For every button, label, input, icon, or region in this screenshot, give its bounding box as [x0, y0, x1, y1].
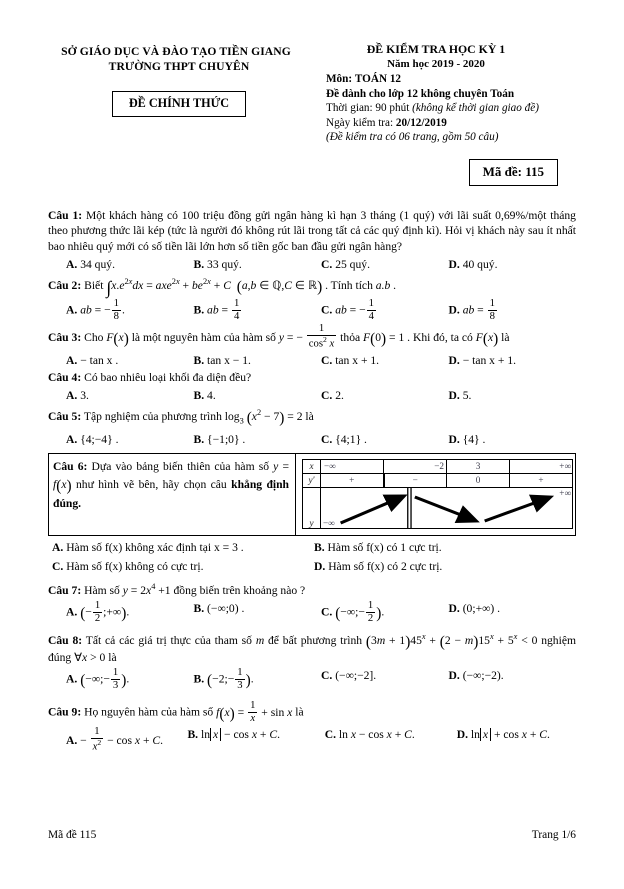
question-8-text-a: Tất cả các giá trị thực của tham số m để bất phương trình: [85, 633, 363, 647]
subject-label: Môn:: [326, 73, 353, 85]
option-8-D[interactable]: D. (−∞;−2).: [448, 669, 504, 683]
y-limit-left: −∞: [323, 517, 335, 528]
audience-line: Đề dành cho lớp 12 không chuyên Toán: [326, 87, 515, 100]
question-6-label: Câu 6:: [53, 459, 88, 473]
variation-row-y: [303, 487, 573, 528]
yprime-sign-3: +: [510, 473, 573, 487]
option-3-A[interactable]: A. − tan x .: [66, 353, 119, 367]
question-6-block: [48, 453, 576, 536]
variation-arrows-cell: [321, 487, 573, 528]
question-3-label: Câu 3:: [48, 331, 82, 345]
question-9-label: Câu 9:: [48, 705, 82, 719]
question-7: [48, 579, 576, 598]
variation-row-x: [303, 459, 573, 473]
questions-body: [38, 208, 586, 753]
question-5-options: [48, 431, 576, 448]
option-5-D[interactable]: D. {4} .: [448, 432, 486, 446]
variation-row-yprime: [303, 473, 573, 487]
option-7-A[interactable]: A. (− $\frac{1}{2}$ ;+∞).: [66, 598, 130, 624]
question-5-label: Câu 5:: [48, 410, 82, 423]
question-2: [48, 274, 576, 296]
option-6-C[interactable]: C. Hàm số f(x) không có cực trị.: [52, 559, 204, 573]
department-name: SỞ GIÁO DỤC VÀ ĐÀO TẠO TIỀN GIANG: [61, 45, 291, 58]
question-2-prefix: Biết: [84, 279, 104, 293]
question-6-text-d: khẳng định đúng.: [53, 477, 290, 511]
footer-page-number: Trang 1/6: [531, 829, 576, 841]
option-9-C[interactable]: C. ln x − cos x + C.: [324, 728, 415, 742]
duration-note: (không kể thời gian giao đề): [412, 102, 539, 115]
yprime-sign-1: +: [321, 473, 384, 487]
option-5-B[interactable]: B. {−1;0} .: [193, 432, 246, 446]
question-2-options: [48, 298, 576, 322]
option-2-C[interactable]: C. ab = − $\frac{1}{4}$: [321, 297, 374, 322]
question-2-label: Câu 2:: [48, 279, 82, 293]
x-value-neg-inf: −∞: [321, 459, 384, 473]
page-header: [38, 42, 586, 186]
header-right-block: [320, 42, 586, 186]
school-name: TRƯỜNG THPT CHUYÊN: [108, 60, 250, 73]
x-value-pos-inf: +∞: [510, 459, 573, 473]
option-6-D[interactable]: D. Hàm số f(x) có 2 cực trị.: [314, 559, 443, 573]
option-3-C[interactable]: C. tan x + 1.: [321, 353, 380, 367]
question-6-text-cell: [49, 454, 296, 535]
date-value: 20/12/2019: [395, 116, 447, 129]
question-8-label: Câu 8:: [48, 633, 83, 647]
exam-code-wrap: [326, 159, 586, 186]
question-5-text-a: Tập nghiệm của phương trình: [83, 410, 222, 423]
question-3-formula: y = − $\frac{1}{\cos^2 x}$: [278, 322, 335, 350]
yprime-sign-2: −: [384, 473, 447, 487]
question-1-text: Một khách hàng có 100 triệu đồng gửi ngân hàng kì hạn 3 tháng (1 quý) với lãi suất 0,69%/một tháng theo phương thức lãi kép (tức là người đó không rút lãi trong tất cả các quý định kì). Hỏi vị khách này sau ít nhất bao nhiêu quý mới có số tiền lãi lớn hơn số tiền gốc ban đầu gửi ngân hàng?: [48, 208, 576, 253]
option-9-A[interactable]: A. − $\frac{1}{x^2}$ − cos x + C.: [66, 725, 164, 753]
x-value-neg2: −2: [384, 459, 447, 473]
footer-exam-code: Mã đề 115: [48, 829, 97, 841]
question-7-text: Hàm số $y = 2x^4 +1$ đồng biến trên khoảng nào ?: [84, 581, 306, 597]
question-3-options: [48, 352, 576, 369]
question-7-label: Câu 7:: [48, 583, 82, 597]
question-4: [48, 370, 576, 385]
page-footer: [48, 829, 576, 841]
exam-code-box: Mã đề: 115: [469, 159, 558, 186]
duration-label: Thời gian:: [326, 102, 373, 115]
question-8-formula: $(3m + 1)45^x + (2 - m)15^x + 5^x < 0$: [365, 632, 538, 651]
option-6-A[interactable]: A. Hàm số f(x) không xác định tại x = 3 .: [52, 540, 244, 554]
official-exam-badge: ĐỀ CHÍNH THỨC: [112, 91, 246, 117]
date-line: [326, 116, 586, 131]
school-year: Năm học 2019 - 2020: [387, 58, 485, 70]
question-4-options: [48, 387, 576, 404]
option-5-A[interactable]: A. {4;−4} .: [66, 432, 119, 446]
question-9-text-b: là: [295, 705, 304, 719]
option-4-C[interactable]: C. 2.: [321, 389, 344, 403]
option-7-D[interactable]: D. (0;+∞) .: [448, 601, 501, 615]
option-6-B[interactable]: B. Hàm số f(x) có 1 cực trị.: [314, 540, 442, 554]
option-1-A[interactable]: A. 34 quý.: [66, 258, 115, 272]
question-4-label: Câu 4:: [48, 370, 82, 384]
header-left-block: [38, 42, 320, 117]
option-8-C[interactable]: C. (−∞;−2].: [321, 669, 377, 683]
question-8: [48, 629, 576, 665]
option-8-B[interactable]: B. (−2;− $\frac{1}{3}$ ).: [193, 666, 254, 691]
variation-arrows-icon: [321, 488, 572, 528]
option-8-A[interactable]: A. (−∞;− $\frac{1}{3}$ ).: [66, 666, 130, 691]
exam-title: ĐỀ KIỂM TRA HỌC KỲ 1: [366, 42, 506, 56]
question-6-text-a: Dựa vào bảng biến thiên của hàm số: [91, 459, 270, 473]
option-7-B[interactable]: B. (−∞;0) .: [193, 601, 245, 615]
option-7-C[interactable]: C. (−∞;− $\frac{1}{2}$ ).: [321, 598, 385, 624]
option-2-A[interactable]: A. ab = − $\frac{1}{8}$ .: [66, 297, 125, 322]
question-3-text-a: Cho F(x) là một nguyên hàm của hàm số: [84, 330, 276, 348]
option-4-B[interactable]: B. 4.: [193, 389, 216, 403]
option-9-B[interactable]: B. ln x − cos x + C.: [187, 728, 280, 742]
option-3-D[interactable]: D. − tan x + 1.: [448, 353, 517, 367]
question-3: [48, 323, 576, 350]
yprime-zero: 0: [447, 473, 510, 487]
option-4-A[interactable]: A. 3.: [66, 389, 89, 403]
question-1: [48, 208, 576, 254]
question-8-text-b: nghiệm đúng ∀x > 0 là: [48, 633, 576, 664]
duration-line: [326, 101, 586, 116]
question-5: [48, 405, 576, 429]
row-label-yprime: y': [303, 473, 321, 487]
x-value-3: 3: [447, 459, 510, 473]
subject-line: [326, 72, 586, 87]
subject-value: TOÁN 12: [354, 73, 402, 85]
question-6-text-c: như hình vẽ bên, hãy chọn câu: [76, 477, 227, 491]
question-5-formula: $\log_3 (x^2 - 7) = 2$: [224, 408, 303, 427]
option-4-D[interactable]: D. 5.: [448, 389, 472, 403]
question-6-options-row2: [48, 558, 576, 575]
option-3-B[interactable]: B. tan x − 1.: [193, 353, 251, 367]
option-5-C[interactable]: C. {4;1} .: [321, 432, 367, 446]
option-2-B[interactable]: B. ab = $\frac{1}{4}$: [193, 297, 240, 322]
option-1-D[interactable]: D. 40 quý.: [448, 258, 498, 272]
question-6-options-row1: [48, 539, 576, 556]
question-9-options: [48, 726, 576, 753]
question-4-text: Có bao nhiêu loại khối đa diện đều?: [84, 370, 252, 384]
question-6-text-b: y = f(x): [53, 459, 289, 495]
question-3-text-b: thỏa F(0) = 1 . Khi đó, ta có F(x) là: [340, 330, 510, 348]
question-2-suffix: . Tính tích a.b .: [325, 279, 397, 293]
question-1-label: Câu 1:: [48, 208, 83, 222]
question-9-text-a: Họ nguyên hàm của hàm số: [84, 705, 214, 719]
row-label-y: y: [303, 487, 321, 528]
question-7-options: [48, 600, 576, 624]
option-1-B[interactable]: B. 33 quý.: [193, 258, 242, 272]
question-5-text-b: là: [305, 410, 314, 423]
question-2-formula: $\int x.e^{2x}dx = axe^{2x} + be^{2x} + C$ (a,b ∈ ℚ,C ∈ ℝ): [106, 277, 323, 298]
option-1-C[interactable]: C. 25 quý.: [321, 258, 370, 272]
duration-value: 90 phút: [375, 102, 410, 115]
question-8-options: [48, 667, 576, 691]
variation-table-cell: [296, 454, 575, 535]
option-9-D[interactable]: D. ln x + cos x + C.: [456, 728, 550, 742]
variation-table: [302, 459, 573, 529]
pages-note: (Đề kiểm tra có 06 trang, gồm 50 câu): [326, 131, 499, 144]
option-2-D[interactable]: D. ab = $\frac{1}{8}$: [448, 297, 495, 322]
question-9: [48, 700, 576, 724]
y-limit-right: +∞: [559, 487, 571, 498]
question-1-options: [48, 256, 576, 273]
date-label: Ngày kiểm tra:: [326, 116, 394, 129]
row-label-x: x: [303, 459, 321, 473]
question-9-formula: f(x) = $\frac{1}{x}$ + sin x: [216, 699, 293, 724]
